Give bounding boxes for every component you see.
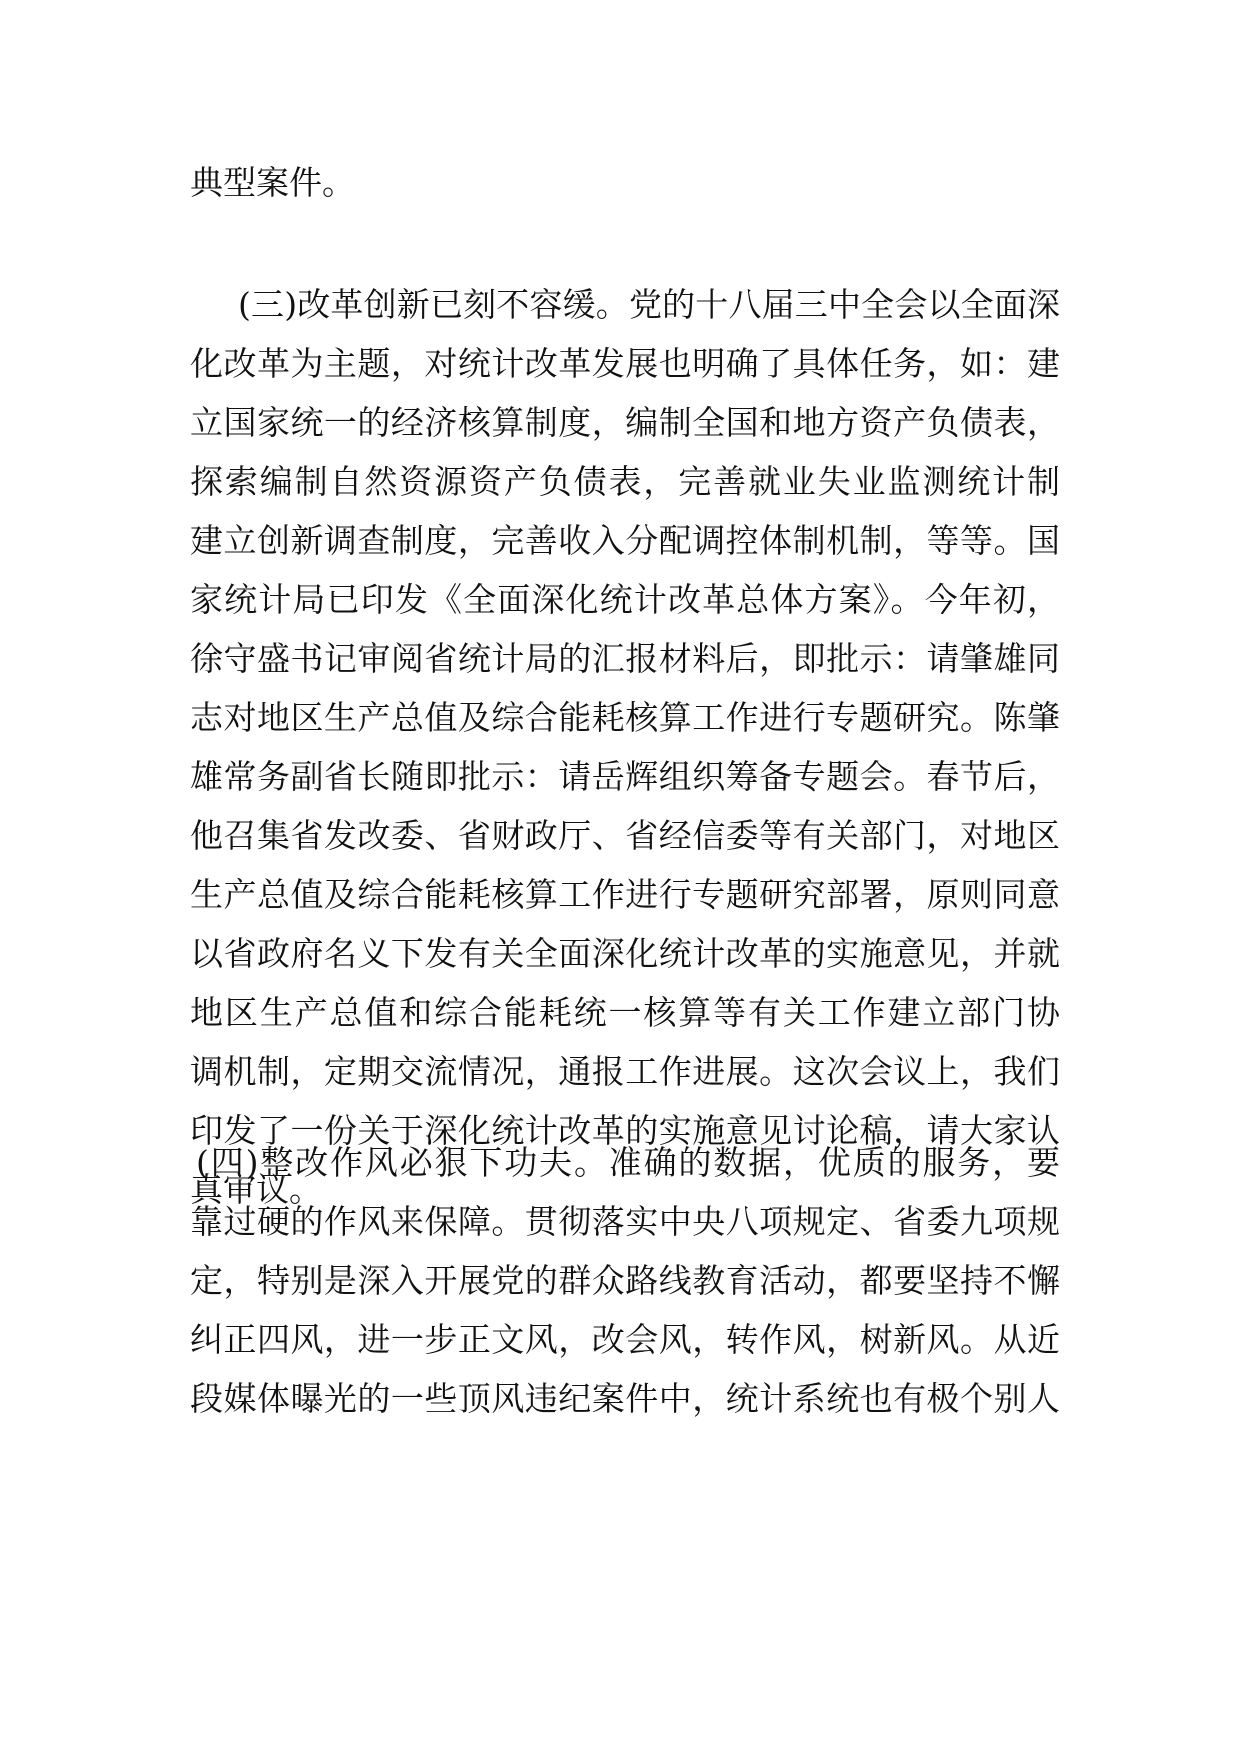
text-line: 段媒体曝光的一些顶风违纪案件中，统计系统也有极个别人 — [190, 1379, 1060, 1418]
text-line: 调机制，定期交流情况，通报工作进展。这次会议上，我们 — [190, 1052, 1060, 1091]
text-line: 探索编制自然资源资产负债表，完善就业失业监测统计制 — [190, 462, 1060, 501]
paragraph-3 — [190, 1133, 1060, 1428]
text-line: 地区生产总值和综合能耗统一核算等有关工作建立部门协 — [190, 993, 1060, 1032]
text-line: 定，特别是深入开展党的群众路线教育活动，都要坚持不懈 — [190, 1261, 1060, 1300]
text-line: 志对地区生产总值及综合能耗核算工作进行专题研究。陈肇 — [190, 698, 1060, 737]
text-line: 家统计局已印发《全面深化统计改革总体方案》。今年初， — [190, 580, 1060, 619]
text-line: 雄常务副省长随即批示：请岳辉组织筹备专题会。春节后， — [190, 757, 1060, 796]
text-line: (三)改革创新已刻不容缓。党的十八届三中全会以全面深 — [238, 285, 1060, 324]
text-line: 印发了一份关于深化统计改革的实施意见讨论稿，请大家认 — [190, 1111, 1060, 1150]
text-line: 以省政府名义下发有关全面深化统计改革的实施意见，并就 — [190, 934, 1060, 973]
text-line: 立国家统一的经济核算制度，编制全国和地方资产负债表， — [190, 403, 1060, 442]
text-line: 真审议。 — [190, 1170, 322, 1209]
text-line: 化改革为主题，对统计改革发展也明确了具体任务，如：建 — [190, 344, 1060, 383]
text-line: 典型案件。 — [190, 163, 355, 202]
text-line: 建立创新调查制度，完善收入分配调控体制机制，等等。国 — [190, 521, 1060, 560]
paragraph-1 — [190, 153, 1060, 212]
text-line: 生产总值及综合能耗核算工作进行专题研究部署，原则同意 — [190, 875, 1060, 914]
text-line: 他召集省发改委、省财政厅、省经信委等有关部门，对地区 — [190, 816, 1060, 855]
text-line: 纠正四风，进一步正文风，改会风，转作风，树新风。从近 — [190, 1320, 1060, 1359]
text-line: 靠过硬的作风来保障。贯彻落实中央八项规定、省委九项规 — [190, 1202, 1060, 1241]
paragraph-2 — [190, 275, 1060, 1219]
text-line: (四)整改作风必狠下功夫。准确的数据，优质的服务，要 — [196, 1143, 1060, 1182]
text-line: 徐守盛书记审阅省统计局的汇报材料后，即批示：请肇雄同 — [190, 639, 1060, 678]
